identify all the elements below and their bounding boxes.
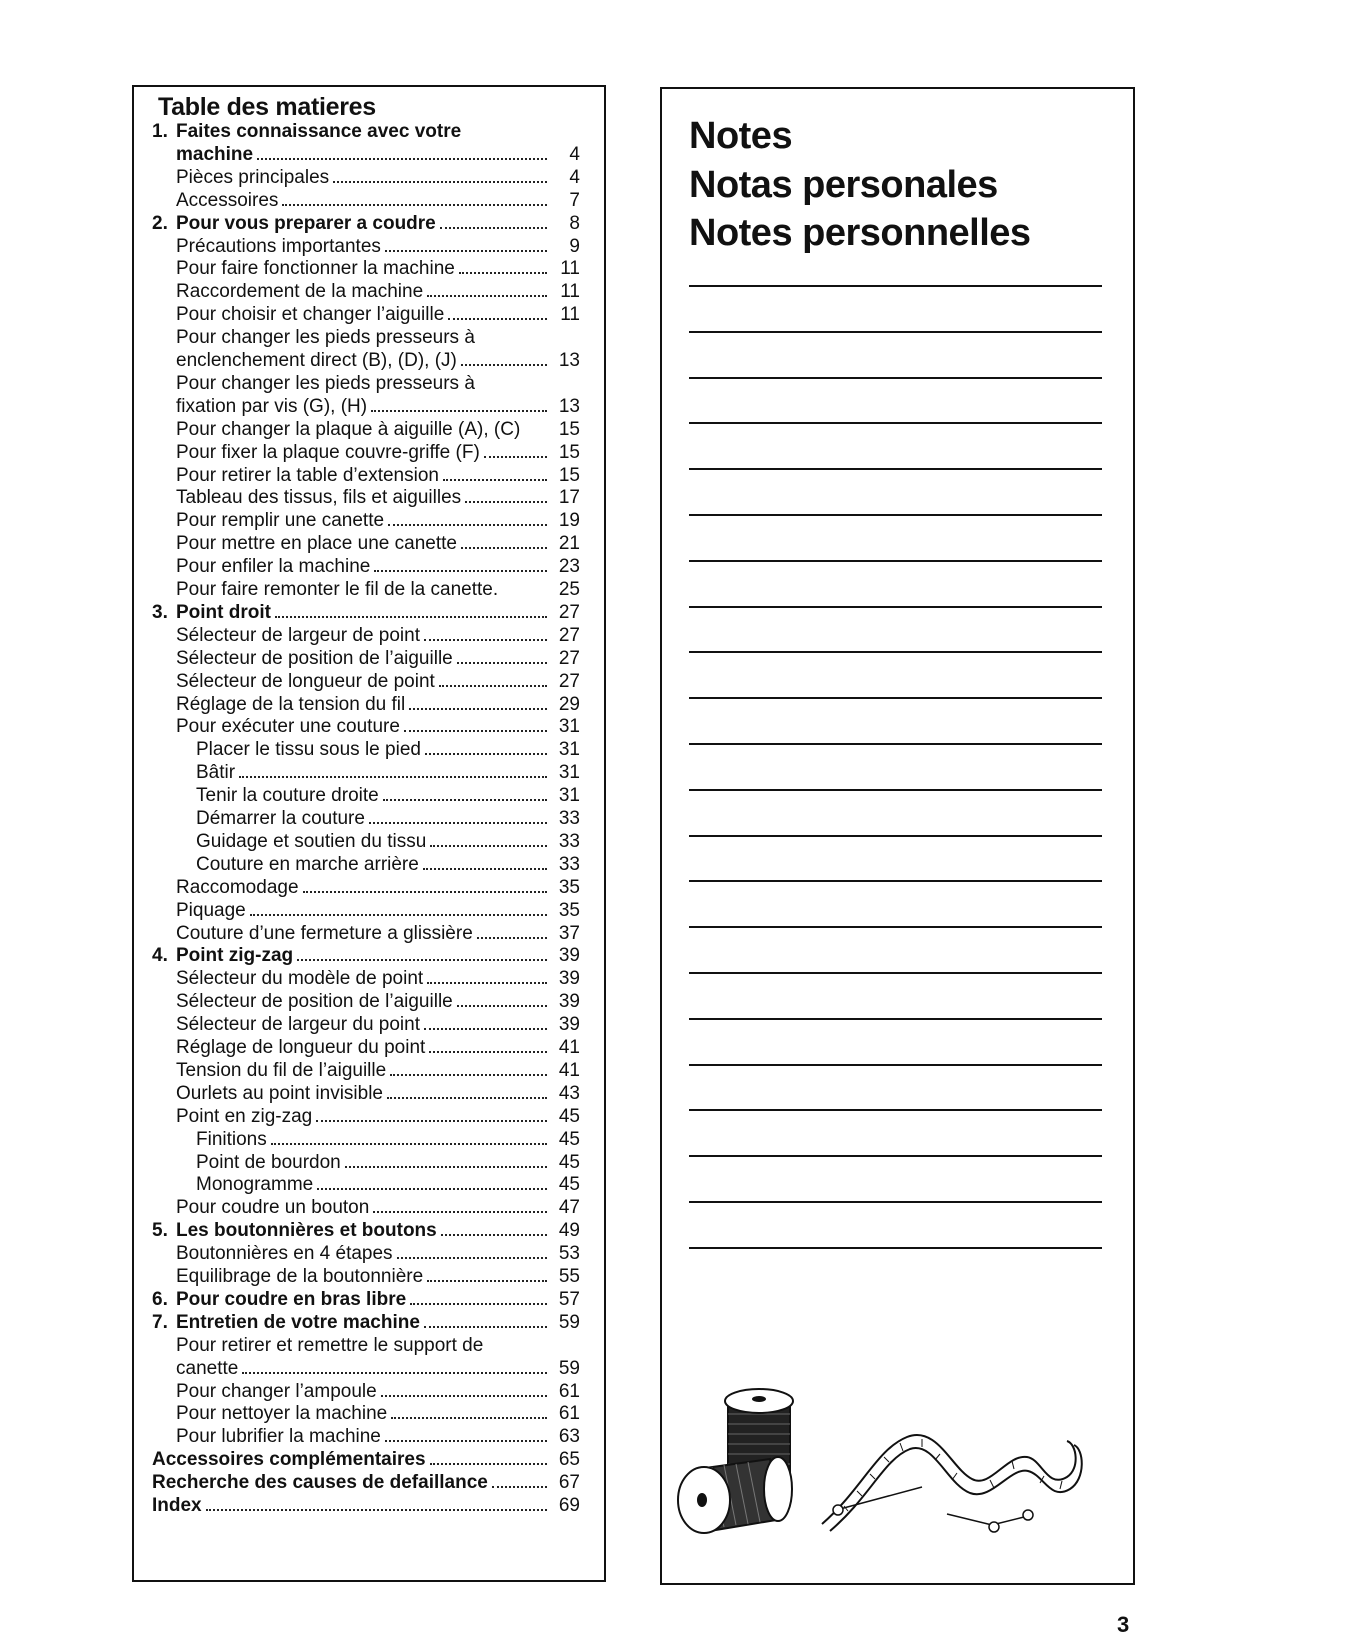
toc-entry — [176, 257, 580, 281]
dot-leader — [206, 1509, 547, 1511]
toc-entry-label: Pour mettre en place une canette — [176, 533, 457, 555]
dot-leader — [333, 181, 547, 183]
toc-entry — [196, 1151, 580, 1175]
toc-entry-label: Sélecteur du modèle de point — [176, 968, 424, 990]
toc-entry-label: Pour fixer la plaque couvre-griffe (F) — [176, 441, 480, 463]
toc-entry-label: Couture d’une fermeture a glissière — [176, 922, 473, 944]
toc-entry — [196, 853, 580, 877]
toc-entry — [152, 1288, 580, 1312]
toc-entry-label: Point droit — [176, 601, 271, 623]
toc-entry-label: Démarrer la couture — [196, 808, 365, 829]
toc-entry-label: Accessoires — [176, 189, 279, 211]
toc-entry-page: 27 — [558, 624, 580, 646]
toc-entry-page: 43 — [558, 1082, 580, 1104]
dot-leader — [427, 295, 547, 297]
note-line — [689, 606, 1102, 608]
toc-entry-page: 69 — [558, 1495, 580, 1516]
toc-entry-page: 33 — [558, 808, 580, 829]
toc-entry — [176, 1196, 580, 1220]
dot-leader — [397, 1257, 547, 1259]
toc-entry-page: 7 — [569, 189, 580, 211]
toc-entry — [176, 1082, 580, 1106]
toc-entry-label: Point de bourdon — [196, 1151, 341, 1173]
note-line — [689, 514, 1102, 516]
toc-entry-label: machine — [176, 143, 254, 165]
toc-entry-page: 33 — [558, 853, 580, 875]
note-line — [689, 1201, 1102, 1203]
toc-entry-label: Entretien de votre machine — [176, 1311, 420, 1333]
toc-entry-page: 33 — [558, 830, 580, 852]
toc-entry — [152, 1448, 580, 1472]
toc-entry-label: Finitions — [196, 1128, 267, 1150]
toc-entry-page: 61 — [558, 1403, 580, 1425]
toc-entry — [176, 441, 580, 465]
toc-entry-label: Tension du fil de l’aiguille — [176, 1059, 387, 1081]
toc-entry-label: Sélecteur de largeur de point — [176, 624, 420, 646]
toc-entry — [152, 1219, 580, 1243]
note-line — [689, 1109, 1102, 1111]
toc-entry-label: Ourlets au point invisible — [176, 1082, 383, 1104]
toc-entry — [176, 280, 580, 304]
dot-leader — [443, 479, 547, 481]
toc-entry — [176, 349, 580, 373]
page-number: 3 — [1117, 1612, 1130, 1637]
toc-entry-page: 53 — [558, 1243, 580, 1265]
dot-leader — [297, 959, 547, 961]
toc-entry-page: 31 — [558, 716, 580, 738]
toc-entry — [196, 1128, 580, 1152]
toc-entry-page: 27 — [558, 601, 580, 623]
toc-entry-page: 57 — [558, 1288, 580, 1310]
toc-entry-label: Pour retirer la table d’extension — [176, 464, 439, 486]
toc-entry-number: 2. — [152, 212, 168, 234]
toc-entry — [196, 807, 580, 831]
toc-entry-number: 5. — [152, 1220, 168, 1242]
toc-entry-page: 15 — [558, 441, 580, 463]
toc-entry-label: Index — [152, 1495, 202, 1516]
toc-entry-page: 4 — [569, 166, 580, 188]
dot-leader — [439, 685, 547, 687]
toc-entry — [176, 418, 580, 442]
note-line — [689, 789, 1102, 791]
toc-entry-page: 15 — [558, 464, 580, 486]
toc-entry-page: 21 — [558, 533, 580, 555]
toc-entry — [176, 715, 580, 739]
dot-leader — [457, 662, 547, 664]
toc-entry-label: Sélecteur de position de l’aiguille — [176, 991, 453, 1013]
toc-entry-label: Recherche des causes de defaillance — [152, 1472, 488, 1494]
toc-entry — [196, 1173, 580, 1197]
note-line — [689, 972, 1102, 974]
toc-entry-label: Pour faire fonctionner la machine — [176, 258, 455, 280]
toc-entry-label: Boutonnières en 4 étapes — [176, 1243, 393, 1265]
table-of-contents — [132, 85, 606, 1582]
toc-entry-label: Précautions importantes — [176, 235, 381, 257]
notes-title-es: Notas personales — [689, 164, 998, 206]
dot-leader — [427, 1280, 547, 1282]
toc-entry-page: 47 — [558, 1197, 580, 1219]
toc-entry-label: Tableau des tissus, fils et aiguilles — [176, 487, 462, 509]
toc-entry-page: 39 — [558, 991, 580, 1013]
toc-entry-page: 27 — [558, 670, 580, 692]
toc-entry-page: 23 — [558, 556, 580, 578]
toc-entry-label: Pour retirer et remettre le support de — [176, 1334, 484, 1356]
dot-leader — [429, 1051, 547, 1053]
note-line — [689, 422, 1102, 424]
toc-entry-label: Pour changer les pieds presseurs à — [176, 327, 475, 349]
toc-entry — [176, 670, 580, 694]
toc-entry-page: 15 — [558, 418, 580, 440]
toc-entry-page: 63 — [558, 1426, 580, 1448]
toc-entry — [176, 143, 580, 167]
toc-entry — [196, 761, 580, 785]
dot-leader — [371, 410, 547, 412]
note-line — [689, 331, 1102, 333]
toc-entry-page: 45 — [558, 1151, 580, 1173]
toc-entry — [176, 647, 580, 671]
toc-entry-page: 29 — [558, 693, 580, 715]
toc-entry-page: 17 — [558, 487, 580, 509]
toc-entry-page: 13 — [558, 395, 580, 417]
dot-leader — [271, 1143, 547, 1145]
toc-entry — [176, 509, 580, 533]
toc-entry-page: 45 — [558, 1174, 580, 1196]
dot-leader — [385, 1440, 547, 1442]
dot-leader — [381, 1395, 547, 1397]
toc-entry-page: 39 — [558, 968, 580, 990]
toc-entry — [196, 738, 580, 762]
toc-entry-label: canette — [176, 1357, 239, 1379]
toc-entry-number: 6. — [152, 1288, 168, 1310]
dot-leader — [424, 1028, 547, 1030]
dot-leader — [391, 1417, 547, 1419]
dot-leader — [492, 1486, 547, 1488]
toc-entry-page: 45 — [558, 1105, 580, 1127]
toc-title: Table des matieres — [158, 93, 376, 121]
toc-entry — [176, 555, 580, 579]
toc-entry-label: enclenchement direct (B), (D), (J) — [176, 350, 457, 371]
toc-entry-page: 9 — [569, 235, 580, 257]
toc-entry-page: 59 — [558, 1311, 580, 1333]
toc-entry — [176, 1265, 580, 1289]
toc-entry-label: Point zig-zag — [176, 945, 294, 967]
toc-entry — [176, 1402, 580, 1426]
toc-entry-page: 45 — [558, 1128, 580, 1150]
toc-entry — [176, 1105, 580, 1129]
toc-entry-page: 67 — [558, 1472, 580, 1494]
note-line — [689, 1064, 1102, 1066]
note-line — [689, 1247, 1102, 1249]
toc-entry — [152, 601, 580, 625]
toc-entry-label: Pour choisir et changer l’aiguille — [176, 304, 445, 326]
toc-entry-page: 11 — [560, 304, 580, 326]
dot-leader — [257, 158, 547, 160]
toc-entry-label: Pour remplir une canette — [176, 510, 385, 532]
dot-leader — [390, 1074, 547, 1076]
pin-icon — [947, 1510, 1033, 1532]
dot-leader — [427, 982, 547, 984]
toc-entry-label: Bâtir — [196, 762, 236, 784]
toc-entry-label: Raccomodage — [176, 876, 299, 898]
toc-entry-label: Pour vous preparer a coudre — [176, 212, 436, 234]
toc-entry-label: Piquage — [176, 899, 246, 921]
toc-entry-label: Pour changer les pieds presseurs à — [176, 372, 475, 394]
toc-entry-label: Pour lubrifier la machine — [176, 1426, 381, 1448]
toc-entry-label: Guidage et soutien du tissu — [196, 830, 427, 852]
note-line — [689, 285, 1102, 287]
toc-entry — [176, 166, 580, 190]
toc-entry-label: Raccordement de la machine — [176, 281, 424, 303]
toc-entry-label: Pour changer la plaque à aiguille (A), (C) — [176, 418, 521, 440]
toc-entry-label: Pour changer l’ampoule — [176, 1380, 377, 1402]
dot-leader — [423, 868, 547, 870]
toc-entry-label: Tenir la couture droite — [196, 785, 379, 807]
toc-entry-page: 19 — [558, 510, 580, 532]
toc-entry-page: 41 — [558, 1059, 580, 1081]
dot-leader — [316, 1120, 547, 1122]
dot-leader — [317, 1188, 547, 1190]
dot-leader — [484, 456, 547, 458]
toc-entry — [176, 1357, 580, 1381]
toc-entry — [152, 1494, 580, 1518]
dot-leader — [250, 914, 547, 916]
dot-leader — [383, 799, 547, 801]
dot-leader — [425, 753, 547, 755]
toc-entry-number: 3. — [152, 601, 168, 623]
toc-entry-page: 31 — [558, 739, 580, 761]
toc-entry — [176, 578, 580, 602]
toc-entry-page: 61 — [558, 1380, 580, 1402]
notes-title-en: Notes — [689, 115, 793, 157]
dot-leader — [459, 272, 547, 274]
toc-entry — [196, 830, 580, 854]
toc-entry — [176, 1036, 580, 1060]
toc-entry-page: 27 — [558, 647, 580, 669]
toc-entry-label: Pour exécuter une couture — [176, 716, 400, 738]
toc-entry-label: Faites connaissance avec votre — [176, 121, 462, 142]
toc-entry — [176, 967, 580, 991]
toc-entry — [176, 303, 580, 327]
toc-entry — [176, 326, 580, 350]
toc-entry-label: Réglage de longueur du point — [176, 1037, 426, 1058]
dot-leader — [448, 318, 547, 320]
toc-entry-number: 1. — [152, 121, 168, 142]
measuring-tape-icon — [822, 1435, 1082, 1531]
toc-entry-page: 55 — [558, 1266, 580, 1287]
toc-entry-label: Pour faire remonter le fil de la canette. — [176, 579, 499, 600]
toc-entry-page: 35 — [558, 899, 580, 921]
toc-entry — [176, 372, 580, 396]
toc-entry-label: Réglage de la tension du fil — [176, 693, 406, 715]
note-line — [689, 1018, 1102, 1020]
dot-leader — [388, 524, 547, 526]
toc-entry-page: 31 — [558, 762, 580, 784]
dot-leader — [374, 570, 547, 572]
toc-entry — [176, 1334, 580, 1358]
notes-panel — [660, 87, 1135, 1585]
toc-entry-label: Pour nettoyer la machine — [176, 1403, 388, 1425]
toc-entry-page: 11 — [560, 281, 580, 303]
toc-entry — [176, 189, 580, 213]
toc-entry — [176, 1425, 580, 1449]
toc-entry — [152, 1471, 580, 1495]
dot-leader — [404, 730, 547, 732]
dot-leader — [465, 501, 547, 503]
dot-leader — [387, 1097, 547, 1099]
toc-entry-label: Pièces principales — [176, 166, 330, 188]
dot-leader — [239, 776, 547, 778]
pin-icon — [833, 1487, 922, 1515]
toc-entry-label: Pour coudre en bras libre — [176, 1288, 407, 1310]
toc-entry-page: 65 — [558, 1449, 580, 1471]
toc-entry — [176, 235, 580, 259]
note-line — [689, 697, 1102, 699]
dot-leader — [385, 250, 547, 252]
note-line — [689, 377, 1102, 379]
dot-leader — [461, 364, 547, 366]
note-line — [689, 743, 1102, 745]
toc-entry-label: Placer le tissu sous le pied — [196, 739, 421, 761]
toc-entry-label: Pour coudre un bouton — [176, 1197, 370, 1219]
toc-entry-number: 7. — [152, 1311, 168, 1333]
toc-entry — [176, 876, 580, 900]
toc-entry-page: 8 — [569, 212, 580, 234]
toc-entry-label: Sélecteur de position de l’aiguille — [176, 647, 453, 669]
toc-entry-label: Pour enfiler la machine — [176, 556, 371, 578]
toc-entry — [176, 1380, 580, 1404]
dot-leader — [441, 1234, 547, 1236]
dot-leader — [430, 1463, 547, 1465]
note-line — [689, 880, 1102, 882]
toc-entry — [176, 990, 580, 1014]
dot-leader — [477, 937, 547, 939]
toc-entry-page: 37 — [558, 922, 580, 944]
toc-entry — [152, 212, 580, 236]
dot-leader — [242, 1372, 547, 1374]
toc-entry-page: 31 — [558, 785, 580, 807]
toc-entry — [152, 120, 580, 144]
toc-entry — [176, 395, 580, 419]
toc-entry — [176, 899, 580, 923]
toc-entry — [152, 944, 580, 968]
toc-entry-label: Sélecteur de longueur de point — [176, 670, 435, 692]
toc-entry-page: 4 — [569, 143, 580, 165]
note-line — [689, 926, 1102, 928]
sewing-illustration — [672, 1359, 1112, 1559]
note-line — [689, 1155, 1102, 1157]
toc-entry-page: 41 — [558, 1037, 580, 1058]
toc-entry-number: 4. — [152, 945, 168, 967]
toc-entry — [176, 693, 580, 717]
toc-entry — [176, 532, 580, 556]
toc-entry — [176, 464, 580, 488]
toc-entry-label: Point en zig-zag — [176, 1105, 313, 1127]
toc-entry-page: 39 — [558, 1014, 580, 1036]
toc-entry-page: 13 — [558, 350, 580, 371]
dot-leader — [369, 822, 547, 824]
dot-leader — [461, 547, 547, 549]
dot-leader — [430, 845, 547, 847]
dot-leader — [373, 1211, 547, 1213]
dot-leader — [345, 1166, 547, 1168]
toc-entry — [176, 1013, 580, 1037]
toc-entry — [176, 922, 580, 946]
toc-entry-label: Accessoires complémentaires — [152, 1449, 426, 1471]
dot-leader — [282, 204, 547, 206]
toc-entry — [176, 1059, 580, 1083]
toc-entry — [196, 784, 580, 808]
note-line — [689, 560, 1102, 562]
note-line — [689, 651, 1102, 653]
dot-leader — [410, 1303, 547, 1305]
dot-leader — [303, 891, 547, 893]
dot-leader — [424, 639, 547, 641]
toc-entry-page: 59 — [558, 1357, 580, 1379]
dot-leader — [457, 1005, 547, 1007]
dot-leader — [424, 1326, 547, 1328]
dot-leader — [275, 616, 547, 618]
toc-entry-page: 11 — [560, 258, 580, 280]
thread-spool-icon — [678, 1457, 792, 1533]
toc-entry-label: Sélecteur de largeur du point — [176, 1014, 420, 1036]
toc-entry-page: 25 — [558, 579, 580, 600]
toc-entry-page: 39 — [558, 945, 580, 967]
note-line — [689, 835, 1102, 837]
toc-entry-label: Monogramme — [196, 1174, 314, 1196]
toc-entry — [176, 624, 580, 648]
toc-entry-label: fixation par vis (G), (H) — [176, 395, 368, 417]
toc-entry-label: Couture en marche arrière — [196, 853, 419, 875]
dot-leader — [409, 708, 547, 710]
toc-entry-label: Equilibrage de la boutonnière — [176, 1266, 424, 1287]
dot-leader — [440, 227, 547, 229]
toc-entry-page: 49 — [558, 1220, 580, 1242]
toc-entry — [176, 1242, 580, 1266]
toc-entry-label: Les boutonnières et boutons — [176, 1220, 437, 1242]
toc-entry-page: 35 — [558, 876, 580, 898]
toc-entry — [152, 1311, 580, 1335]
note-line — [689, 468, 1102, 470]
notes-title-fr: Notes personnelles — [689, 212, 1031, 254]
toc-entry — [176, 486, 580, 510]
